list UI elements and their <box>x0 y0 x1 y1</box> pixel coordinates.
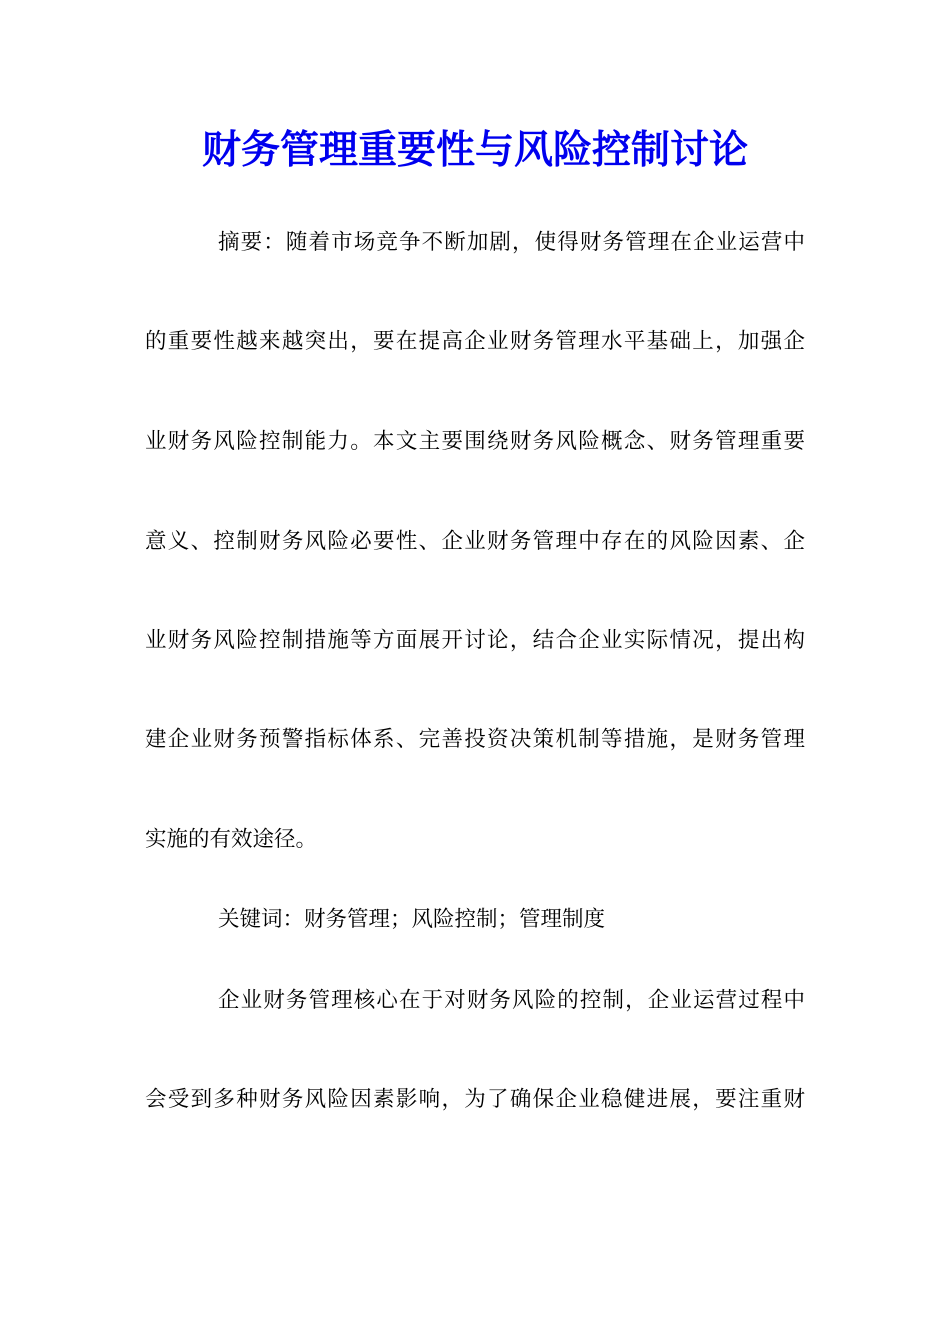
abstract-line: 意义、控制财务风险必要性、企业财务管理中存在的风险因素、企 <box>145 529 805 554</box>
abstract-line: 业财务风险控制能力。本文主要围绕财务风险概念、财务管理重要 <box>145 429 805 454</box>
abstract-line: 业财务风险控制措施等方面展开讨论，结合企业实际情况，提出构 <box>145 628 805 653</box>
document-title: 财务管理重要性与风险控制讨论 <box>201 127 748 173</box>
keywords-line: 关键词：财务管理；风险控制；管理制度 <box>218 907 606 932</box>
body-line: 企业财务管理核心在于对财务风险的控制，企业运营过程中 <box>218 988 805 1013</box>
abstract-line: 摘要：随着市场竞争不断加剧，使得财务管理在企业运营中 <box>218 230 805 255</box>
abstract-line: 实施的有效途径。 <box>145 827 318 852</box>
abstract-line: 建企业财务预警指标体系、完善投资决策机制等措施，是财务管理 <box>145 727 805 752</box>
abstract-line: 的重要性越来越突出，要在提高企业财务管理水平基础上，加强企 <box>145 329 805 354</box>
body-line: 会受到多种财务风险因素影响，为了确保企业稳健进展，要注重财 <box>145 1087 805 1112</box>
